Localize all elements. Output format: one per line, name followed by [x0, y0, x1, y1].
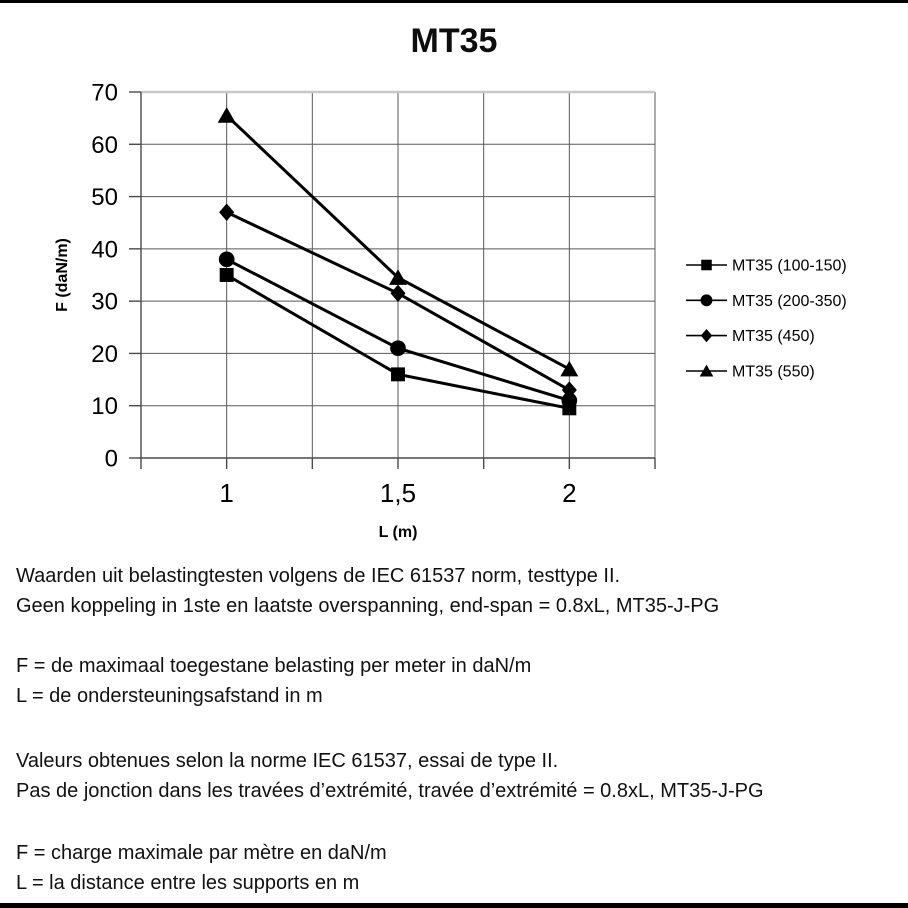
note-nl-intro-2: Geen koppeling in 1ste en laatste overspanning, end-span = 0.8xL, MT35-J-PG [16, 595, 720, 617]
note-fr-l-def: L = la distance entre les supports en m [16, 872, 360, 894]
series-3-marker-triangle-icon [218, 107, 236, 123]
note-nl-l-def: L = de ondersteuningsafstand in m [16, 685, 323, 707]
legend-label: MT35 (450) [732, 328, 815, 346]
notes-block [16, 561, 896, 898]
note-fr-intro-2: Pas de jonction dans les travées d’extrémité, travée d’extrémité = 0.8xL, MT35-J-PG [16, 780, 764, 802]
series-0-marker-square-icon [391, 367, 405, 381]
y-tick-label: 10 [91, 393, 118, 421]
y-tick-label: 0 [104, 445, 118, 473]
series-3-marker-triangle-icon [560, 361, 578, 377]
y-tick-label: 20 [91, 340, 118, 368]
note-nl-intro-1: Waarden uit belastingtesten volgens de IEC 61537 norm, testtype II. [16, 565, 621, 587]
y-tick-label: 50 [91, 184, 118, 212]
y-axis-title: F (daN/m) [54, 238, 71, 312]
note-fr-f-def: F = charge maximale par mètre en daN/m [16, 842, 387, 864]
legend-label: MT35 (550) [732, 363, 815, 381]
x-tick-label: 1 [219, 478, 234, 508]
series-1-marker-circle-icon [390, 340, 406, 356]
series-1-marker-circle-icon [219, 251, 235, 267]
y-tick-label: 40 [91, 236, 118, 264]
series-2-marker-diamond-icon [390, 285, 405, 302]
legend-marker-circle-icon [701, 294, 713, 306]
y-tick-label: 60 [91, 131, 118, 159]
chart-title: MT35 [410, 22, 498, 60]
y-tick-label: 30 [91, 288, 118, 316]
x-axis-title: L (m) [378, 524, 418, 541]
legend-label: MT35 (200-350) [732, 292, 847, 310]
x-tick-label: 1,5 [379, 478, 417, 508]
y-tick-label: 70 [91, 79, 118, 107]
series-0-marker-square-icon [220, 268, 234, 282]
x-tick-label: 2 [562, 478, 577, 508]
note-nl-f-def: F = de maximaal toegestane belasting per meter in daN/m [16, 655, 532, 677]
legend-label: MT35 (100-150) [732, 257, 847, 275]
legend-marker-diamond-icon [701, 329, 712, 342]
legend-marker-square-icon [701, 260, 712, 271]
series-2-marker-diamond-icon [219, 204, 234, 221]
page-bottom-border [0, 903, 908, 908]
note-fr-intro-1: Valeurs obtenues selon la norme IEC 61537, essai de type II. [16, 750, 559, 772]
